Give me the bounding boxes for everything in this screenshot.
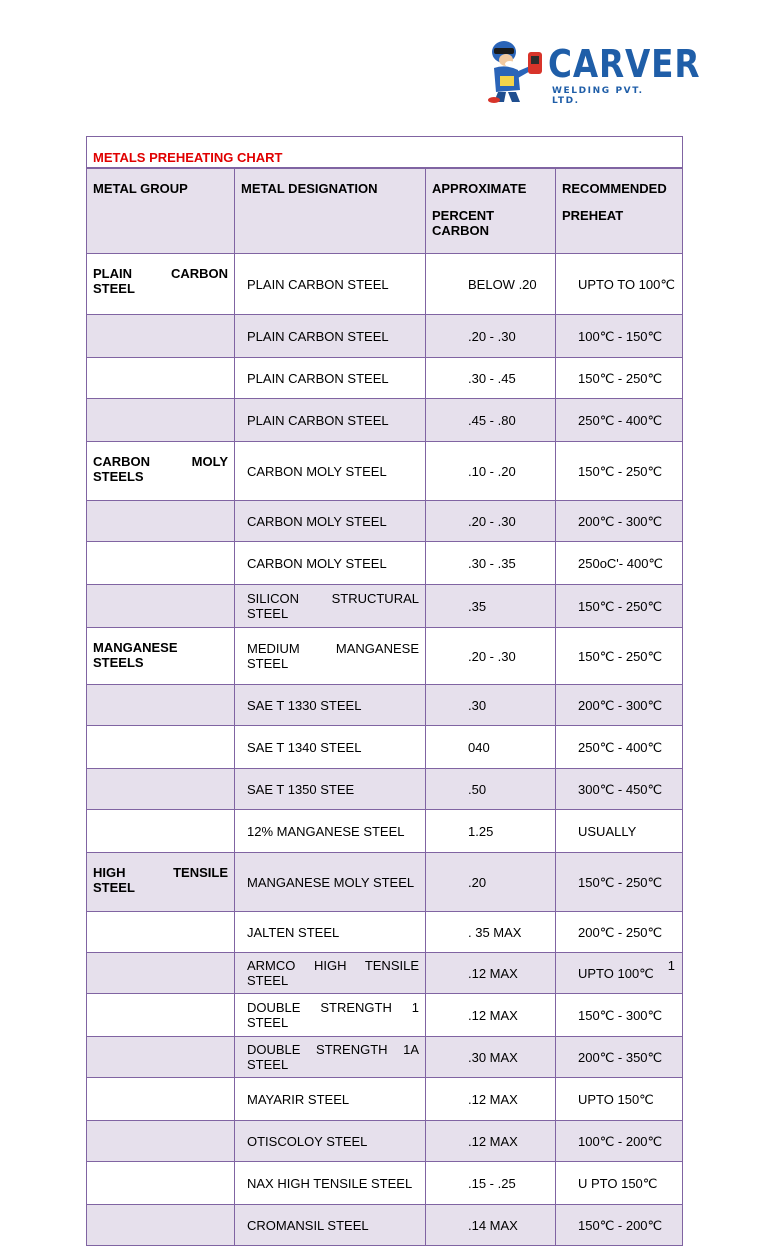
- cell-metal-group: [87, 1037, 235, 1078]
- cell-percent-carbon: .12 MAX: [426, 1121, 556, 1162]
- cell-percent-carbon: .12 MAX: [426, 953, 556, 994]
- preheating-chart-table: [86, 136, 683, 1246]
- cell-metal-group: [87, 542, 235, 585]
- cell-metal-group: [87, 501, 235, 542]
- table-row: [87, 1121, 683, 1162]
- cell-recommended-preheat: UPTO 100℃: [556, 953, 683, 994]
- table-row: [87, 399, 683, 442]
- cell-percent-carbon: .30 - .35: [426, 542, 556, 585]
- welder-mascot-icon: [486, 38, 546, 104]
- cell-percent-carbon: .12 MAX: [426, 1078, 556, 1121]
- header-metal-group: METAL GROUP: [87, 168, 235, 254]
- cell-metal-group: CARBON MOLY STEELS: [87, 442, 235, 501]
- cell-percent-carbon: .50: [426, 769, 556, 810]
- table-row: [87, 442, 683, 501]
- cell-metal-group: MANGANESE STEELS: [87, 628, 235, 685]
- cell-metal-group: [87, 810, 235, 853]
- cell-metal-group: [87, 1078, 235, 1121]
- brand-tagline: WELDING PVT. LTD.: [552, 86, 644, 106]
- cell-percent-carbon: .20 - .30: [426, 315, 556, 358]
- cell-metal-designation: SAE T 1350 STEE: [235, 769, 426, 810]
- cell-metal-group: [87, 912, 235, 953]
- cell-recommended-preheat: 250oC'- 400℃: [556, 542, 683, 585]
- table-row: [87, 628, 683, 685]
- cell-metal-designation: MANGANESE MOLY STEEL: [235, 853, 426, 912]
- table-title-row: [87, 137, 683, 169]
- table-row: [87, 254, 683, 315]
- cell-metal-group: [87, 685, 235, 726]
- cell-metal-group: [87, 1162, 235, 1205]
- cell-percent-carbon: .14 MAX: [426, 1205, 556, 1246]
- cell-metal-group: PLAIN CARBON STEEL: [87, 254, 235, 315]
- cell-percent-carbon: .30 - .45: [426, 358, 556, 399]
- cell-metal-designation: NAX HIGH TENSILE STEEL: [235, 1162, 426, 1205]
- table-row: [87, 315, 683, 358]
- cell-metal-designation: MEDIUM MANGANESE STEEL: [235, 628, 426, 685]
- cell-metal-designation: PLAIN CARBON STEEL: [235, 315, 426, 358]
- table-row: [87, 1205, 683, 1246]
- table-row: [87, 853, 683, 912]
- cell-percent-carbon: .15 - .25: [426, 1162, 556, 1205]
- cell-recommended-preheat: 150℃ - 300℃: [556, 994, 683, 1037]
- cell-percent-carbon: . 35 MAX: [426, 912, 556, 953]
- cell-recommended-preheat: 150℃ - 250℃: [556, 585, 683, 628]
- cell-percent-carbon: .30: [426, 685, 556, 726]
- cell-recommended-preheat: 250℃ - 400℃: [556, 399, 683, 442]
- cell-metal-group: [87, 399, 235, 442]
- cell-recommended-preheat: 100℃ - 150℃: [556, 315, 683, 358]
- cell-metal-designation: CARBON MOLY STEEL: [235, 442, 426, 501]
- cell-percent-carbon: BELOW .20: [426, 254, 556, 315]
- table-row: [87, 810, 683, 853]
- cell-metal-designation: MAYARIR STEEL: [235, 1078, 426, 1121]
- cell-metal-designation: CARBON MOLY STEEL: [235, 501, 426, 542]
- cell-metal-designation: ARMCO HIGH TENSILE STEEL: [235, 953, 426, 994]
- header-approx-percent-carbon: APPROXIMATE PERCENT CARBON: [426, 168, 556, 254]
- cell-metal-group: [87, 953, 235, 994]
- cell-percent-carbon: .20 - .30: [426, 628, 556, 685]
- cell-recommended-preheat: 250℃ - 400℃: [556, 726, 683, 769]
- brand-name: CARVER: [548, 42, 701, 86]
- header-recommended-preheat: RECOMMENDED PREHEAT: [556, 168, 683, 254]
- table-row: [87, 358, 683, 399]
- cell-metal-group: HIGH TENSILE STEEL: [87, 853, 235, 912]
- cell-metal-group: [87, 726, 235, 769]
- cell-recommended-preheat: 150℃ - 250℃: [556, 628, 683, 685]
- cell-recommended-preheat: U PTO 150℃: [556, 1162, 683, 1205]
- cell-percent-carbon: 1.25: [426, 810, 556, 853]
- cell-metal-designation: SILICON STRUCTURAL STEEL: [235, 585, 426, 628]
- page-number: 1: [667, 958, 675, 973]
- cell-metal-designation: PLAIN CARBON STEEL: [235, 399, 426, 442]
- cell-recommended-preheat: 200℃ - 300℃: [556, 501, 683, 542]
- cell-metal-group: [87, 585, 235, 628]
- cell-metal-designation: 12% MANGANESE STEEL: [235, 810, 426, 853]
- cell-metal-group: [87, 1121, 235, 1162]
- cell-metal-group: [87, 358, 235, 399]
- cell-percent-carbon: 040: [426, 726, 556, 769]
- chart-title: METALS PREHEATING CHART: [87, 137, 683, 169]
- cell-percent-carbon: .20 - .30: [426, 501, 556, 542]
- cell-percent-carbon: .12 MAX: [426, 994, 556, 1037]
- cell-recommended-preheat: 150℃ - 200℃: [556, 1205, 683, 1246]
- table-row: [87, 501, 683, 542]
- cell-recommended-preheat: 200℃ - 300℃: [556, 685, 683, 726]
- table-row: [87, 1078, 683, 1121]
- table-row: [87, 994, 683, 1037]
- cell-metal-designation: JALTEN STEEL: [235, 912, 426, 953]
- table-row: [87, 953, 683, 994]
- cell-recommended-preheat: 150℃ - 250℃: [556, 442, 683, 501]
- table-header-row: [87, 168, 683, 254]
- table-row: [87, 685, 683, 726]
- cell-metal-designation: DOUBLE STRENGTH 1 STEEL: [235, 994, 426, 1037]
- cell-metal-designation: PLAIN CARBON STEEL: [235, 358, 426, 399]
- cell-recommended-preheat: USUALLY: [556, 810, 683, 853]
- cell-percent-carbon: .10 - .20: [426, 442, 556, 501]
- cell-metal-group: [87, 1205, 235, 1246]
- cell-metal-designation: CARBON MOLY STEEL: [235, 542, 426, 585]
- cell-metal-group: [87, 315, 235, 358]
- cell-recommended-preheat: 100℃ - 200℃: [556, 1121, 683, 1162]
- cell-recommended-preheat: 150℃ - 250℃: [556, 853, 683, 912]
- table-row: [87, 1037, 683, 1078]
- cell-recommended-preheat: UPTO 150℃: [556, 1078, 683, 1121]
- table-row: [87, 542, 683, 585]
- table-row: [87, 912, 683, 953]
- cell-metal-designation: OTISCOLOY STEEL: [235, 1121, 426, 1162]
- table-row: [87, 726, 683, 769]
- cell-recommended-preheat: 200℃ - 250℃: [556, 912, 683, 953]
- cell-metal-designation: SAE T 1330 STEEL: [235, 685, 426, 726]
- cell-recommended-preheat: 300℃ - 450℃: [556, 769, 683, 810]
- table-row: [87, 769, 683, 810]
- header-metal-designation: METAL DESIGNATION: [235, 168, 426, 254]
- cell-percent-carbon: .35: [426, 585, 556, 628]
- cell-recommended-preheat: 200℃ - 350℃: [556, 1037, 683, 1078]
- cell-percent-carbon: .30 MAX: [426, 1037, 556, 1078]
- table-row: [87, 585, 683, 628]
- cell-metal-designation: PLAIN CARBON STEEL: [235, 254, 426, 315]
- table-row: [87, 1162, 683, 1205]
- cell-metal-group: [87, 769, 235, 810]
- cell-percent-carbon: .20: [426, 853, 556, 912]
- cell-recommended-preheat: 150℃ - 250℃: [556, 358, 683, 399]
- cell-metal-group: [87, 994, 235, 1037]
- cell-recommended-preheat: UPTO TO 100℃: [556, 254, 683, 315]
- cell-percent-carbon: .45 - .80: [426, 399, 556, 442]
- cell-metal-designation: DOUBLE STRENGTH 1A STEEL: [235, 1037, 426, 1078]
- company-logo: [486, 38, 701, 106]
- cell-metal-designation: CROMANSIL STEEL: [235, 1205, 426, 1246]
- cell-metal-designation: SAE T 1340 STEEL: [235, 726, 426, 769]
